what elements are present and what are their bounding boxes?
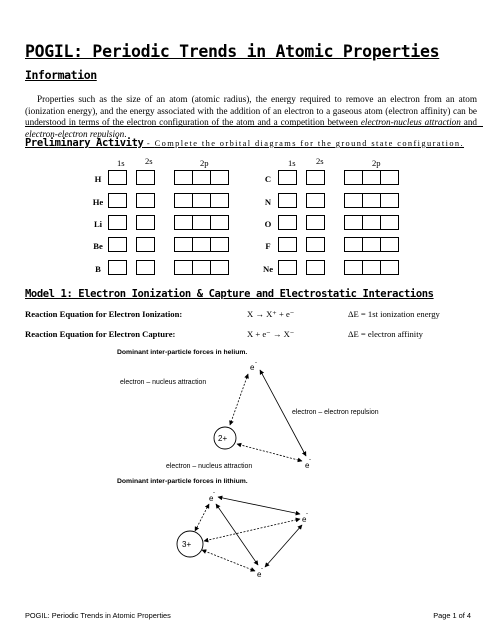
orbital-box[interactable] (380, 215, 399, 230)
capture-equation: X + e⁻ → X⁻ (247, 329, 295, 339)
element-label: He (92, 197, 104, 207)
orbital-box[interactable] (380, 237, 399, 252)
lithium-attraction-arrow (195, 504, 209, 531)
orbital-box[interactable] (210, 237, 229, 252)
lithium-repulsion-arrow (265, 525, 302, 567)
orbital-box[interactable] (362, 193, 381, 208)
lithium-figure-title: Dominant inter-particle forces in lithium. (117, 478, 248, 485)
preliminary-instruction: Complete the orbital diagrams for the ground state configuration. (154, 139, 465, 148)
orbital-label-2s-left: 2s (145, 156, 153, 166)
attraction-arrow-top (230, 374, 248, 425)
information-text: Properties such as the size of an atom (atomic radius), the energy required to remove an electron from an atom (ionization energy), and the energy associated with the addition of an electron to a gaseous atom (electron affinity) can be understood in terms of the electron configuration of the atom and a competition between (25, 94, 477, 128)
helium-electron-bottom: e (305, 461, 310, 470)
label-attraction-top: electron – nucleus attraction (120, 379, 207, 386)
orbital-box[interactable] (192, 170, 211, 185)
orbital-box[interactable] (362, 237, 381, 252)
orbital-box[interactable] (344, 170, 363, 185)
orbital-box[interactable] (210, 260, 229, 275)
orbital-box[interactable] (174, 260, 193, 275)
orbital-box[interactable] (210, 170, 229, 185)
element-label: O (264, 219, 272, 229)
orbital-box[interactable] (278, 237, 297, 252)
preliminary-heading-line (25, 137, 464, 149)
orbital-box[interactable] (362, 215, 381, 230)
element-label: B (95, 264, 101, 274)
orbital-label-2s-right: 2s (316, 156, 324, 166)
ionization-label (25, 309, 182, 319)
orbital-box[interactable] (380, 193, 399, 208)
orbital-box[interactable] (136, 237, 155, 252)
orbital-box[interactable] (192, 193, 211, 208)
information-and: and (463, 117, 478, 128)
information-term-repulsion: electron-electron repulsion (25, 128, 125, 139)
orbital-box[interactable] (192, 237, 211, 252)
label-repulsion: electron – electron repulsion (292, 409, 379, 416)
orbital-box[interactable] (278, 170, 297, 185)
page-title: POGIL: Periodic Trends in Atomic Properties (25, 42, 440, 61)
orbital-box[interactable] (136, 260, 155, 275)
orbital-box[interactable] (306, 193, 325, 208)
orbital-box[interactable] (174, 237, 193, 252)
orbital-box[interactable] (344, 193, 363, 208)
orbital-box[interactable] (136, 193, 155, 208)
element-label: H (94, 174, 102, 184)
orbital-box[interactable] (108, 215, 127, 230)
preliminary-dash: - (143, 139, 155, 148)
footer-title: POGIL: Periodic Trends in Atomic Properties (25, 611, 171, 620)
element-label: Be (93, 241, 103, 251)
orbital-box[interactable] (174, 215, 193, 230)
orbital-box[interactable] (344, 260, 363, 275)
orbital-box[interactable] (380, 260, 399, 275)
lithium-nucleus-charge: 3+ (182, 540, 192, 549)
information-term-attraction: electron-nucleus attraction (360, 117, 461, 128)
minus-sign: - (309, 457, 311, 463)
orbital-box[interactable] (306, 260, 325, 275)
orbital-box[interactable] (380, 170, 399, 185)
orbital-box[interactable] (362, 170, 381, 185)
element-label: Li (93, 219, 103, 229)
orbital-box[interactable] (306, 237, 325, 252)
information-heading: Information (25, 68, 97, 82)
orbital-box[interactable] (192, 260, 211, 275)
orbital-box[interactable] (174, 193, 193, 208)
ionization-energy: ΔE = 1st ionization energy (348, 309, 440, 319)
orbital-box[interactable] (136, 215, 155, 230)
capture-label (25, 329, 175, 339)
orbital-box[interactable] (344, 215, 363, 230)
orbital-box[interactable] (306, 170, 325, 185)
orbital-box[interactable] (278, 260, 297, 275)
capture-energy: ΔE = electron affinity (348, 329, 423, 339)
helium-figure-title: Dominant inter-particle forces in helium. (117, 349, 248, 356)
orbital-box[interactable] (344, 237, 363, 252)
orbital-box[interactable] (108, 170, 127, 185)
ionization-label-text: Reaction Equation for Electron Ionization: (25, 309, 183, 319)
orbital-box[interactable] (210, 215, 229, 230)
minus-sign: - (306, 511, 308, 517)
minus-sign: - (261, 566, 263, 572)
lithium-repulsion-arrow (218, 497, 300, 514)
ionization-equation: X → X⁺ + e⁻ (247, 309, 295, 319)
lithium-attraction-arrow (204, 519, 300, 541)
orbital-box[interactable] (192, 215, 211, 230)
model1-heading: Model 1: Electron Ionization & Capture and Electrostatic Interactions (25, 288, 434, 300)
capture-label-text: Reaction Equation for Electron Capture: (25, 329, 176, 339)
element-label: N (264, 197, 272, 207)
orbital-label-1s-left: 1s (117, 158, 125, 168)
attraction-arrow-bottom (237, 444, 302, 461)
orbital-box[interactable] (108, 237, 127, 252)
orbital-box[interactable] (210, 193, 229, 208)
lithium-electron-bottom: e (257, 570, 262, 579)
element-label: F (265, 241, 271, 251)
orbital-label-1s-right: 1s (288, 158, 296, 168)
preliminary-heading: Preliminary Activity (25, 137, 144, 149)
lithium-force-diagram (150, 487, 330, 582)
minus-sign: - (255, 360, 257, 366)
minus-sign: - (213, 490, 215, 496)
lithium-electron-right: e (302, 515, 307, 524)
helium-electron-top: e (250, 363, 255, 372)
orbital-box[interactable] (278, 193, 297, 208)
helium-nucleus-charge: 2+ (218, 434, 228, 443)
orbital-box[interactable] (136, 170, 155, 185)
element-label: Ne (262, 264, 274, 274)
orbital-label-2p-right: 2p (372, 158, 381, 168)
orbital-box[interactable] (108, 193, 127, 208)
orbital-box[interactable] (278, 215, 297, 230)
section-divider (25, 126, 483, 127)
label-attraction-bottom: electron – nucleus attraction (166, 463, 253, 470)
orbital-label-2p-left: 2p (200, 158, 209, 168)
information-paragraph (25, 94, 477, 140)
lithium-repulsion-arrow (216, 504, 258, 565)
orbital-box[interactable] (306, 215, 325, 230)
orbital-box[interactable] (362, 260, 381, 275)
lithium-attraction-arrow (202, 550, 255, 571)
element-label: C (264, 174, 272, 184)
footer-page-number: Page 1 of 4 (433, 611, 471, 620)
orbital-box[interactable] (108, 260, 127, 275)
helium-force-diagram (110, 358, 400, 483)
orbital-box[interactable] (174, 170, 193, 185)
lithium-electron-top: e (209, 494, 214, 503)
information-period: . (124, 128, 127, 139)
